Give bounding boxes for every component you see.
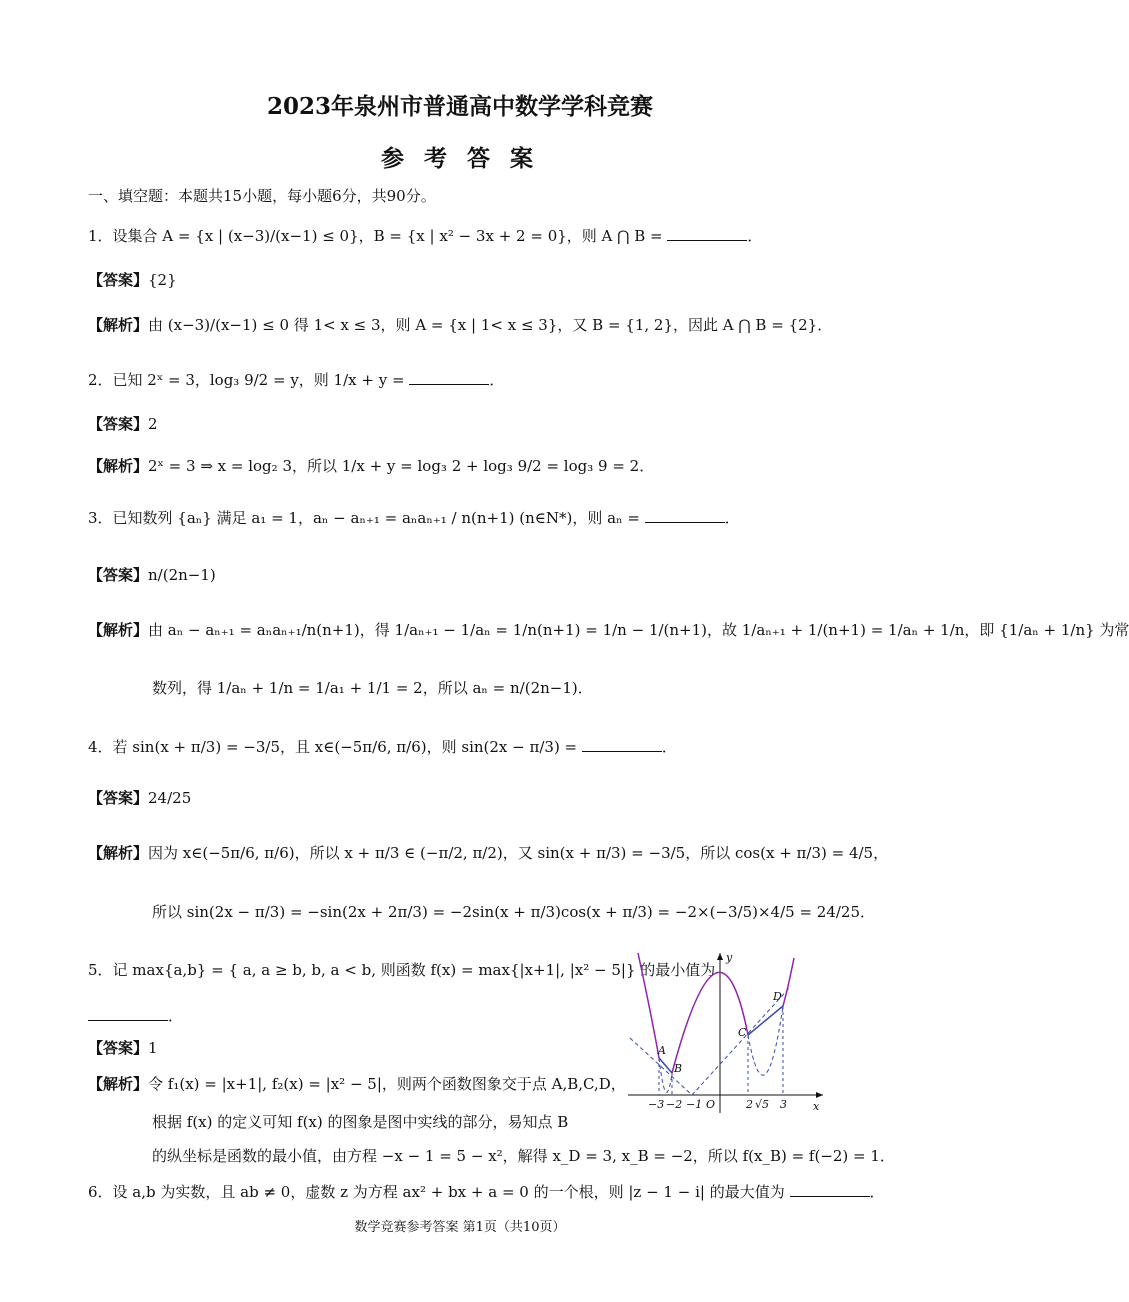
tick-label: √5 bbox=[755, 1098, 770, 1111]
y-axis-arrow bbox=[717, 953, 723, 960]
fx-right-branch bbox=[783, 958, 794, 1006]
x-axis-arrow bbox=[816, 1092, 823, 1098]
q4-analysis-1: 【解析】因为 x∈(−5π/6, π/6)，所以 x + π/3 ∈ (−π/2, π/2)，又 sin(x + π/3) = −3/5，所以 cos(x + π/3) = 4/5， bbox=[88, 844, 889, 862]
q3-analysis-2: 数列，得 1/aₙ + 1/n = 1/a₁ + 1/1 = 2，所以 aₙ = n/(2n−1)． bbox=[152, 679, 593, 697]
fx-left-branch bbox=[638, 953, 659, 1058]
point-c-label: C bbox=[738, 1026, 747, 1039]
q1-stem: 1．设集合 A = {x | (x−3)/(x−1) ≤ 0}，B = {x | x² − 3x + 2 = 0}，则 A ⋂ B = ． bbox=[88, 227, 763, 245]
tick-label: 3 bbox=[780, 1098, 787, 1111]
fx-segment-ab bbox=[659, 1058, 672, 1073]
page-title: 2023年泉州市普通高中数学学科竞赛 bbox=[266, 93, 653, 120]
tick-label: −1 bbox=[686, 1098, 703, 1111]
fx-segment-cd bbox=[748, 1006, 783, 1035]
answer-blank bbox=[582, 737, 662, 752]
answer-blank bbox=[88, 1006, 168, 1021]
q5-analysis-3: 的纵坐标是函数的最小值，由方程 −x − 1 = 5 − x²，解得 x_D = 3, x_B = −2，所以 f(x_B) = f(−2) = 1． bbox=[152, 1147, 895, 1165]
abs-line-dashed bbox=[630, 986, 791, 1095]
origin-label: O bbox=[706, 1098, 716, 1111]
answer-blank bbox=[409, 370, 489, 385]
parabola-dashed-right bbox=[748, 1006, 783, 1075]
answer-blank bbox=[645, 508, 725, 523]
parabola-dashed-left bbox=[659, 1058, 672, 1092]
page-subtitle: 参 考 答 案 bbox=[380, 145, 540, 172]
tick-label: −2 bbox=[666, 1098, 683, 1111]
q5-stem: 5．记 max{a,b} = { a, a ≥ b, b, a < b, 则函数 f(x) = max{|x+1|, |x² − 5|} 的最小值为 bbox=[88, 961, 716, 979]
q3-analysis-1: 【解析】由 aₙ − aₙ₊₁ = aₙaₙ₊₁/n(n+1)，得 1/aₙ₊₁ − 1/aₙ = 1/n(n+1) = 1/n − 1/(n+1)，故 1/aₙ₊₁ + 1/(n+1) = 1/aₙ + 1/n，即 {1/aₙ + 1/n} 为常 bbox=[88, 621, 1129, 639]
answer-blank bbox=[790, 1182, 870, 1197]
point-a-label: A bbox=[658, 1044, 666, 1057]
q4-analysis-2: 所以 sin(2x − π/3) = −sin(2x + 2π/3) = −2sin(x + π/3)cos(x + π/3) = −2×(−3/5)×4/5 = 24/25． bbox=[152, 903, 876, 921]
q4-answer: 【答案】24/25 bbox=[88, 789, 192, 807]
tick-label: 2 bbox=[746, 1098, 753, 1111]
q5-analysis-1: 【解析】令 f₁(x) = |x+1|, f₂(x) = |x² − 5|，则两个函数图象交于点 A,B,C,D， bbox=[88, 1075, 626, 1093]
q5-analysis-2: 根据 f(x) 的定义可知 f(x) 的图象是图中实线的部分，易知点 B bbox=[152, 1113, 569, 1131]
q1-answer: 【答案】{2} bbox=[88, 271, 177, 289]
function-graph bbox=[628, 948, 828, 1118]
fx-parabola-arc bbox=[672, 972, 748, 1073]
section-heading: 一、填空题：本题共15小题，每小题6分，共90分。 bbox=[88, 187, 436, 205]
q5-stem-blank: ． bbox=[88, 1006, 183, 1026]
answer-blank bbox=[667, 226, 747, 241]
q3-answer: 【答案】n/(2n−1) bbox=[88, 566, 216, 584]
axis-x-label: x bbox=[813, 1100, 820, 1113]
q3-stem: 3．已知数列 {aₙ} 满足 a₁ = 1，aₙ − aₙ₊₁ = aₙaₙ₊₁ / n(n+1) (n∈N*)，则 aₙ = ． bbox=[88, 509, 740, 527]
point-b-label: B bbox=[674, 1062, 683, 1075]
q5-answer: 【答案】1 bbox=[88, 1039, 158, 1057]
q4-stem: 4．若 sin(x + π/3) = −3/5，且 x∈(−5π/6, π/6)，则 sin(2x − π/3) = ． bbox=[88, 738, 677, 756]
q2-answer: 【答案】2 bbox=[88, 415, 158, 433]
point-d-label: D bbox=[773, 990, 782, 1003]
axis-y-label: y bbox=[726, 951, 733, 964]
q2-stem: 2．已知 2ˣ = 3，log₃ 9/2 = y，则 1/x + y = ． bbox=[88, 371, 505, 389]
page-footer: 数学竞赛参考答案 第1页（共10页） bbox=[354, 1220, 566, 1235]
q1-analysis: 【解析】由 (x−3)/(x−1) ≤ 0 得 1< x ≤ 3，则 A = {x | 1< x ≤ 3}，又 B = {1, 2}，因此 A ⋂ B = {2}． bbox=[88, 316, 833, 334]
q6-stem: 6．设 a,b 为实数，且 ab ≠ 0，虚数 z 为方程 ax² + bx + a = 0 的一个根，则 |z − 1 − i| 的最大值为 ． bbox=[88, 1183, 885, 1201]
q2-analysis: 【解析】2ˣ = 3 ⇒ x = log₂ 3，所以 1/x + y = log₃ 2 + log₃ 9/2 = log₃ 9 = 2． bbox=[88, 457, 655, 475]
tick-label: −3 bbox=[648, 1098, 665, 1111]
